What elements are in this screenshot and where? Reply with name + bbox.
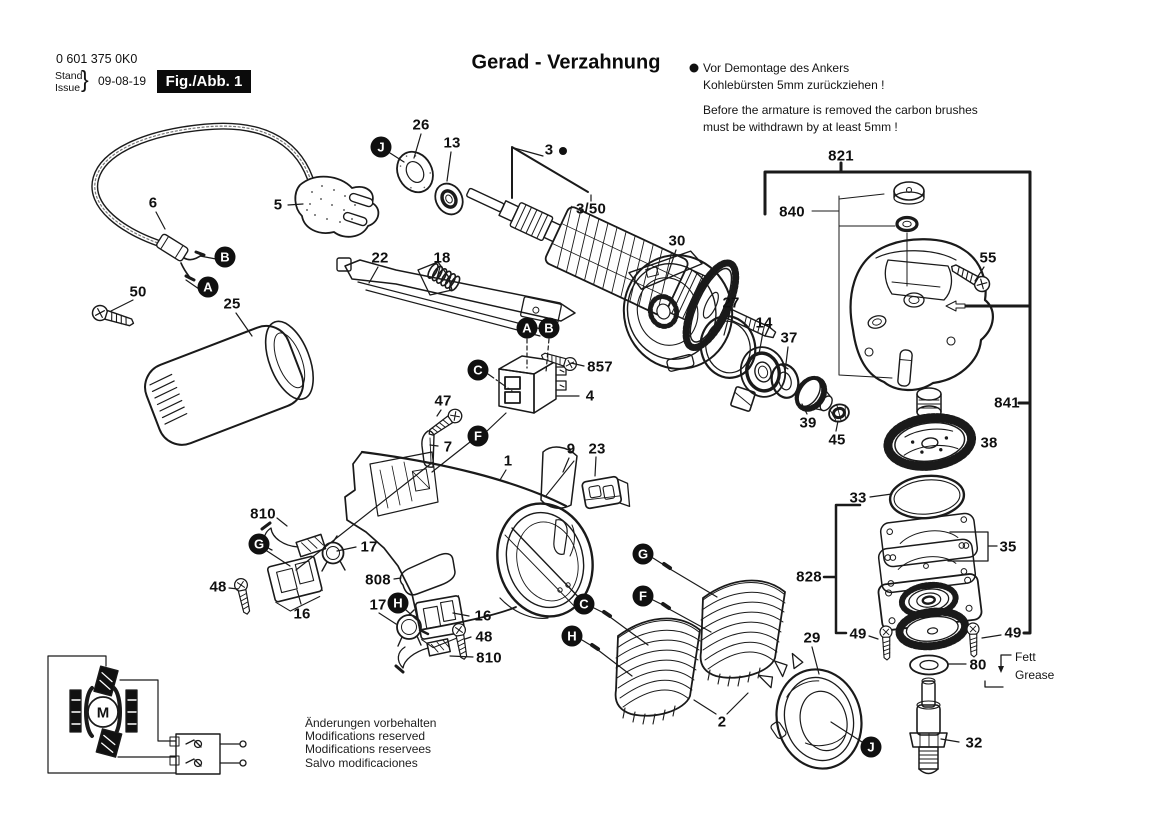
part-label-6: 6 (148, 194, 158, 212)
cap-840 (894, 182, 924, 231)
spring-17-left (322, 536, 345, 571)
note-en-line2: must be withdrawn by at least 5mm ! (703, 120, 898, 134)
part-label-3-50: 3/50 (576, 200, 606, 218)
spindle-32 (910, 678, 947, 774)
part-label-45: 45 (828, 431, 846, 449)
part-label-35: 35 (999, 538, 1017, 556)
stand-label: Stand (55, 70, 83, 82)
marker-H-coil: H (562, 626, 583, 647)
figure-label: Fig./Abb. 1 (157, 70, 251, 93)
part-label-80: 80 (969, 656, 987, 674)
part-label-37: 37 (780, 329, 798, 347)
marker-J-bearing: J (371, 137, 392, 158)
part-label-50: 50 (129, 283, 147, 301)
part-label-26: 26 (412, 116, 430, 134)
o-ring-33 (888, 473, 965, 521)
part-label-49-left: 49 (849, 625, 867, 643)
part-label-5: 5 (273, 196, 283, 214)
part-label-22: 22 (371, 249, 389, 267)
part-label-29: 29 (803, 629, 821, 647)
part-label-9: 9 (566, 440, 576, 458)
footer-line-es: Salvo modificaciones (305, 755, 418, 770)
screw-49-right (967, 623, 980, 657)
footer-line-fr: Modifications reservees (305, 742, 432, 757)
grease-pointer (985, 655, 1011, 687)
document-number: 0 601 375 0K0 (56, 52, 138, 66)
part-label-30: 30 (668, 232, 686, 250)
footer-notes (305, 717, 436, 770)
part-label-49-right: 49 (1004, 624, 1022, 642)
part-label-2: 2 (717, 713, 727, 731)
part-label-1: 1 (503, 452, 513, 470)
part-label-16-right: 16 (474, 607, 492, 625)
part-label-18: 18 (433, 249, 451, 267)
part-label-7: 7 (443, 438, 453, 456)
carbon-brush-810-left (262, 523, 326, 557)
screw-49-left (880, 626, 893, 660)
bearing-13 (430, 179, 468, 219)
screw-48-right (452, 623, 471, 661)
part-label-47: 47 (434, 392, 452, 410)
gear-housing (851, 239, 993, 390)
grease-label-en: Grease (1015, 668, 1055, 682)
screw-857 (540, 349, 578, 372)
marker-G-coil: G (633, 544, 654, 565)
line-840 (812, 194, 907, 378)
crown-gear-38 (885, 413, 974, 471)
part-label-14: 14 (755, 314, 773, 332)
part-label-33: 33 (849, 489, 867, 507)
marker-G-brush: G (249, 534, 270, 555)
part-label-17-left: 17 (360, 538, 378, 556)
spring-18 (426, 262, 462, 292)
issue-label: Issue (55, 82, 81, 94)
part-label-821: 821 (828, 147, 854, 165)
part-label-38: 38 (980, 434, 998, 452)
marker-A-cord: A (198, 277, 219, 298)
armature-ref-dot (559, 147, 567, 155)
marker-B-switch: B (539, 318, 560, 339)
note-bullet-icon (690, 64, 699, 73)
part-label-48-left: 48 (209, 578, 227, 596)
part-label-13: 13 (443, 134, 461, 152)
key-block (730, 386, 755, 411)
part-label-3: 3 (544, 141, 554, 159)
part-label-841: 841 (994, 394, 1020, 412)
field-coil-right (701, 581, 785, 686)
armature (449, 150, 794, 376)
guard-29 (754, 641, 872, 780)
note-de-line2: Kohlebürsten 5mm zurückziehen ! (703, 78, 885, 92)
motor-symbol: M (96, 704, 110, 722)
screw-47 (425, 407, 464, 440)
marker-H-brush: H (388, 593, 409, 614)
part-label-55: 55 (979, 249, 997, 267)
note-en-line1: Before the armature is removed the carbon brushes (703, 103, 978, 117)
part-label-808: 808 (365, 571, 391, 589)
part-label-857: 857 (587, 358, 613, 376)
part-label-16-left: 16 (293, 605, 311, 623)
washer-80 (910, 656, 948, 675)
part-label-48-right: 48 (475, 628, 493, 646)
part-label-810-left: 810 (250, 505, 276, 523)
bracket-828 (824, 505, 860, 633)
footer-line-de: Änderungen vorbehalten (305, 716, 437, 730)
leader-lines (111, 134, 1001, 742)
part-label-27: 27 (722, 294, 740, 312)
rear-cap-25 (138, 314, 323, 452)
issue-date: 09-08-19 (98, 74, 147, 88)
screw-48-left (233, 577, 253, 615)
part-label-32: 32 (965, 734, 983, 752)
footer-line-en: Modifications reserved (305, 729, 426, 744)
marker-J-guard: J (861, 737, 882, 758)
part-label-23: 23 (588, 440, 606, 458)
part-label-4: 4 (585, 387, 595, 405)
part-label-25: 25 (223, 295, 241, 313)
part-label-39: 39 (799, 414, 817, 432)
grease-label-de: Fett (1015, 650, 1036, 664)
brace-glyph: } (81, 66, 89, 92)
switch-4 (499, 356, 566, 413)
marker-C-switch: C (468, 360, 489, 381)
field-coil-left (616, 619, 700, 724)
marker-A-switch: A (517, 318, 538, 339)
marker-C-coil: C (574, 594, 595, 615)
marker-F-switch: F (468, 426, 489, 447)
page-title: Gerad - Verzahnung (471, 51, 661, 74)
part-label-810-right: 810 (476, 649, 502, 667)
wiring-schematic (48, 656, 246, 774)
power-plug (295, 177, 378, 237)
part-label-828: 828 (796, 568, 822, 586)
switch-slider-23 (582, 475, 632, 514)
part-label-17-right: 17 (369, 596, 387, 614)
marker-F-coil: F (633, 586, 654, 607)
screw-50 (91, 304, 136, 331)
marker-B-cord: B (215, 247, 236, 268)
part-label-840: 840 (779, 203, 805, 221)
note-de-line1: Vor Demontage des Ankers (703, 61, 850, 75)
